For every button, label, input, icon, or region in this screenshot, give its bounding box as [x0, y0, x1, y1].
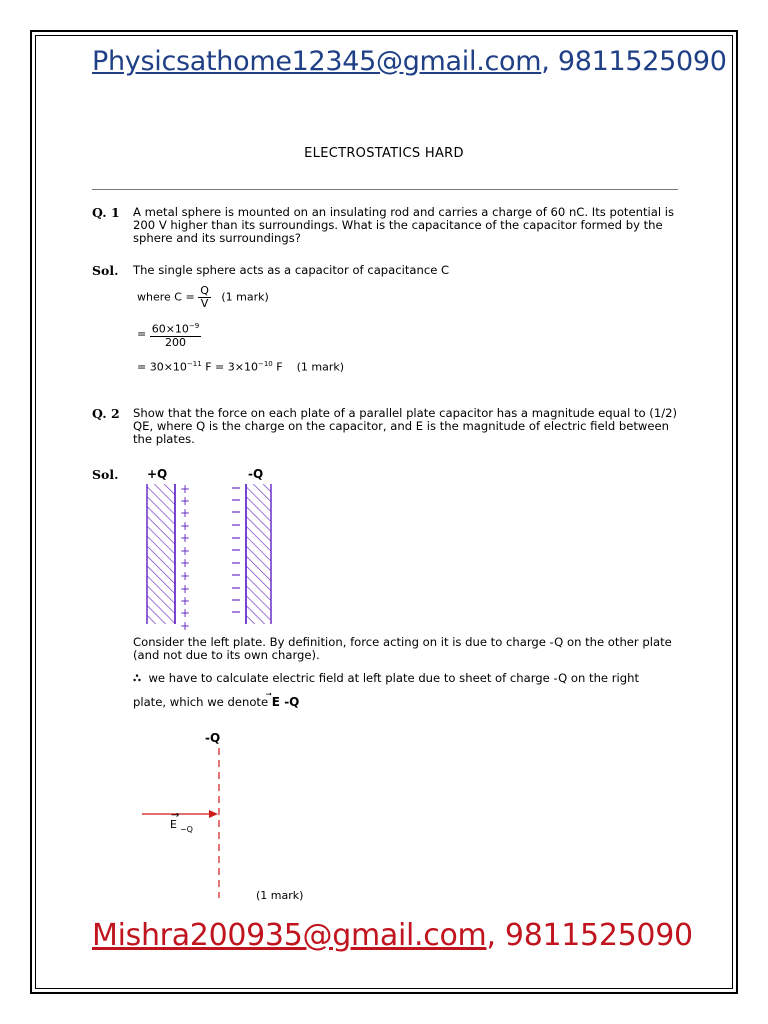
q1-sol-label: Sol.	[92, 263, 119, 278]
q1-formula-line2: = $\frac{60\times 10^{-9}}{200}$	[137, 322, 200, 349]
q1-text: A metal sphere is mounted on an insulating rod and carries a charge of 60 nC. Its potential is 200 V higher than its surroundings. What is the capacitance of the capacitor formed by the sphere and its surroundings?	[133, 205, 674, 245]
q1-mark-1: (1 mark)	[221, 290, 269, 304]
footer-contact	[92, 918, 693, 953]
q2-sol-label: Sol.	[92, 467, 119, 482]
header-email-link[interactable]: Physicsathome12345@gmail.com	[92, 46, 542, 77]
svg-text:+: +	[180, 606, 191, 620]
svg-text:+: +	[180, 594, 191, 608]
right-plate	[246, 484, 271, 624]
svg-text:+: +	[180, 494, 191, 508]
svg-text:+: +	[180, 556, 191, 570]
q1-label: Q. 1	[92, 205, 120, 220]
svg-text:+: +	[180, 531, 191, 545]
q1-sol-intro: The single sphere acts as a capacitor of capacitance C	[133, 263, 450, 277]
q1-formula-line1: where C = $\frac{Q}{V}$ (1 mark)	[137, 284, 269, 310]
q2-explanation-1: Consider the left plate. By definition, force acting on it is due to charge -Q on the other plate (and not due to its own charge).	[133, 635, 672, 662]
negative-charge-signs	[232, 488, 240, 612]
q2-explanation-2: ∴ we have to calculate electric field at left plate due to sheet of charge -Q on the right plate, which we denote E -Q	[133, 671, 639, 709]
fraction-q-over-v: $\frac{Q}{V}$	[200, 284, 209, 310]
header-phone: , 9811525090	[541, 46, 727, 77]
document-title: ELECTROSTATICS HARD	[304, 146, 464, 161]
q2-text: Show that the force on each plate of a parallel plate capacitor has a magnitude equal to (1/2) QE, where Q is the charge on the capacitor, and E is the magnitude of electric field between the plates.	[133, 406, 678, 446]
positive-charge-signs	[180, 482, 190, 632]
svg-text:+: +	[180, 569, 191, 583]
plus-q-label: +Q	[147, 467, 168, 481]
field-arrow-label: → E $_{-Q}$	[170, 810, 193, 834]
field-symbol: E -Q	[271, 695, 300, 709]
q1-mark-2: (1 mark)	[296, 360, 345, 374]
title-divider	[92, 189, 678, 190]
svg-text:+: +	[180, 544, 191, 558]
minus-q-label: -Q	[248, 467, 264, 481]
field-arrow-head	[209, 810, 218, 818]
footer-email-link[interactable]: Mishra200935@gmail.com	[92, 918, 487, 953]
q2-label: Q. 2	[92, 406, 120, 421]
svg-text:+: +	[180, 619, 191, 632]
svg-text:+: +	[180, 519, 191, 533]
q1-formula-line3: = $30\times 10^{-11}$ $F = 3\times 10^{-10}$ F (1 mark)	[137, 360, 345, 374]
left-plate	[147, 484, 175, 624]
svg-text:+: +	[180, 506, 191, 520]
therefore-symbol: ∴	[133, 671, 142, 685]
fraction-values: $\frac{60\times 10^{-9}}{200}$	[151, 322, 200, 349]
q2-mark: (1 mark)	[256, 889, 304, 902]
svg-text:+: +	[180, 482, 191, 496]
single-sheet-label: -Q	[205, 731, 221, 745]
capacitor-plates-diagram	[130, 480, 290, 632]
svg-text:+: +	[180, 582, 191, 596]
header-contact	[92, 46, 727, 77]
footer-phone: , 9811525090	[486, 918, 693, 953]
